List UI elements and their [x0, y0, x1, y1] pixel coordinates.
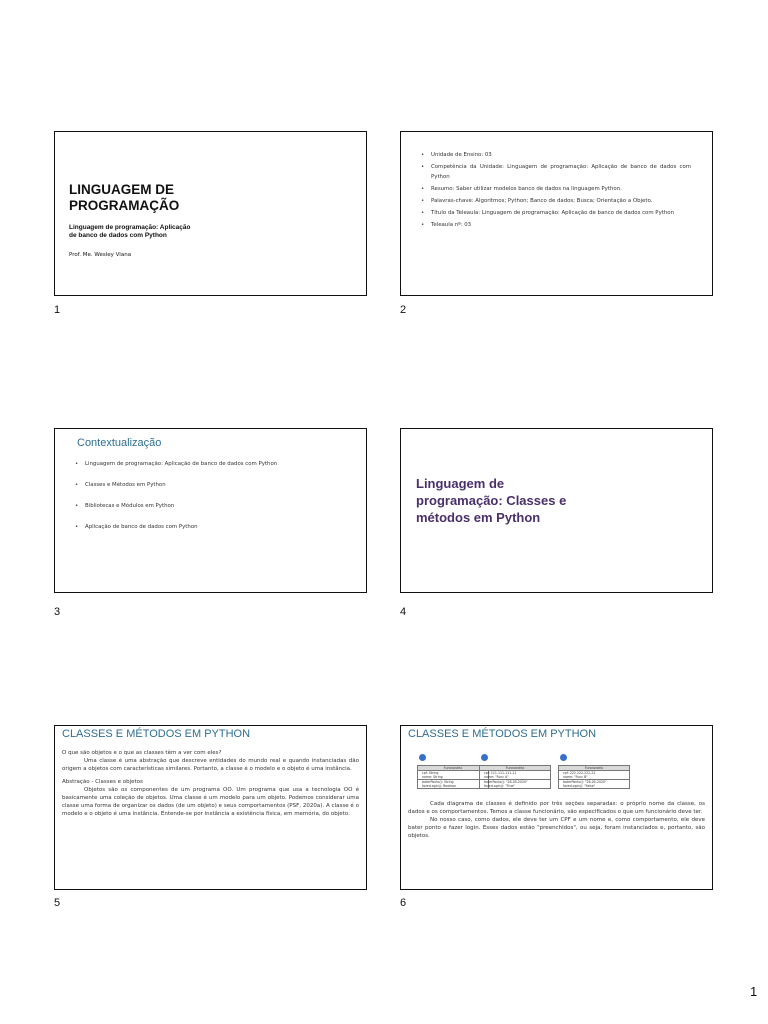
slide-1 [54, 131, 367, 296]
slide-4-title-line1: Linguagem de [416, 476, 505, 491]
slide-2-number: 2 [400, 304, 407, 316]
slide-3 [54, 428, 367, 593]
list-item: • Resumo: Saber utilizar modelos banco de dados na linguagem Python. [421, 184, 691, 194]
slide-1-subtitle-line2: de banco de dados com Python [69, 232, 167, 239]
slide-3-title: Contextualização [77, 437, 162, 449]
class-box-method: baterPonto(): "26-05-2020" [563, 780, 607, 784]
slide-3-number: 3 [54, 606, 61, 618]
class-box-attr: cpf: 111.111.111-11 [484, 771, 517, 775]
class-box-methods [559, 780, 629, 788]
class-box-method: fazerLogin(): "True" [484, 784, 515, 788]
class-box-attributes [480, 771, 550, 780]
slide-1-subtitle [69, 224, 239, 240]
class-diagrams [417, 754, 707, 796]
slide-1-title-line2: PROGRAMAÇÃO [69, 198, 180, 213]
list-item: • Teleaula nº: 03 [421, 220, 691, 230]
slide-5-paragraph-3: Abstração - Classes e objetos [62, 779, 143, 785]
class-box-header: Funcionário [559, 766, 629, 771]
slide-5-body [62, 749, 359, 818]
list-item: • Competência da Unidade: Linguagem de programação: Aplicação de banco de dados com Python [421, 162, 691, 182]
slide-2 [400, 131, 713, 296]
class-box-attributes [418, 771, 488, 780]
class-box-attributes [559, 771, 629, 780]
class-box-attr: nome: "Func A" [484, 775, 509, 779]
class-box-attr: cpf: 222.222.222-22 [563, 771, 596, 775]
slide-5-title: CLASSES E MÉTODOS EM PYTHON [62, 728, 251, 740]
slide-1-title-line1: LINGUAGEM DE [69, 182, 175, 197]
slide-4-title-line2: programação: Classes e [416, 493, 567, 508]
slide-5-paragraph-2: Uma classe é uma abstração que descreve entidades do mundo real e quando instanciadas dão origem a objetos com características similares. Portanto, a classe é o modelo e o objeto é uma instância. [62, 758, 359, 772]
object-box [479, 765, 551, 789]
class-box-header: Funcionário [480, 766, 550, 771]
slide-5-paragraph-1: O que são objetos e o que as classes têm a ver com eles? [62, 750, 222, 756]
slide-1-author: Prof. Me. Wesley Viana [69, 252, 132, 258]
slide-3-bullet-list [75, 459, 335, 543]
list-item: • Bibliotecas e Módulos em Python [75, 501, 335, 511]
class-box-header: Funcionário [418, 766, 488, 771]
slide-1-number: 1 [54, 304, 61, 316]
class-box-attr: cpf: String [422, 771, 439, 775]
list-item: • Aplicação de banco de dados com Python [75, 522, 335, 532]
slide-6-body [408, 800, 705, 840]
class-box-methods [418, 780, 488, 788]
slide-1-subtitle-line1: Linguagem de programação: Aplicação [69, 224, 191, 231]
list-item: • Classes e Métodos em Python [75, 480, 335, 490]
class-box-method: baterPonto(): "26-05-2020" [484, 780, 528, 784]
badge-icon [560, 754, 567, 761]
badge-icon [481, 754, 488, 761]
slide-6-paragraph-1: Cada diagrama de classes é definido por três seções separadas: o próprio nome da classe, os dados e os comportamentos. Temos a classe funcionário, são especificados o que um funcionário deve ter. [408, 801, 705, 815]
object-box [558, 765, 630, 789]
class-box-method: baterPonto(): String [422, 780, 454, 784]
class-box-method: fazerLogin(): "False" [563, 784, 596, 788]
slide-1-title [69, 182, 179, 214]
slide-4-title-line3: métodos em Python [416, 510, 541, 525]
class-diagram-3 [558, 754, 630, 789]
list-item: • Palavras-chave: Algoritmos; Python; Banco de dados; Busca; Orientação a Objeto. [421, 196, 691, 206]
slide-4-title [416, 475, 616, 526]
class-box-attr: nome: "Func B" [563, 775, 588, 779]
slide-5-number: 5 [54, 897, 61, 909]
slide-4-number: 4 [400, 606, 407, 618]
slide-5 [54, 725, 367, 890]
slide-6-paragraph-2: No nosso caso, como dados, ele deve ter um CPF e um nome e, como comportamento, ele deve bater ponto e fazer login. Esses dados estão "preenchidos", ou seja, foram instanciados e, portanto, são objetos. [408, 817, 705, 839]
slide-6-number: 6 [400, 897, 407, 909]
list-item: • Linguagem de programação: Aplicação de banco de dados com Python [75, 459, 335, 469]
class-diagram-2 [479, 754, 551, 789]
class-box-method: fazerLogin(): Boolean [422, 784, 457, 788]
badge-icon [419, 754, 426, 761]
list-item: • Título da Teleaula: Linguagem de programação: Aplicação de banco de dados com Python [421, 208, 691, 218]
class-box-attr: nome: String [422, 775, 443, 779]
class-box-methods [480, 780, 550, 788]
slide-5-paragraph-4: Objetos são os componentes de um programa OO. Um programa que usa a tecnologia OO é basicamente uma coleção de objetos. Uma classe é um modelo para um objeto. Podemos considerar uma classe uma forma de organizar os dados (de um objeto) e seus comportamentos (PSF, 2020a). A classe é o modelo e o objeto é uma instância. Entende-se por instância a existência física, em memória, do objeto. [62, 787, 359, 817]
slide-6-title: CLASSES E MÉTODOS EM PYTHON [408, 728, 597, 740]
slide-4 [400, 428, 713, 593]
page-number: 1 [750, 984, 758, 999]
slide-2-bullet-list [421, 150, 691, 232]
slide-6 [400, 725, 713, 890]
list-item: • Unidade de Ensino: 03 [421, 150, 691, 160]
